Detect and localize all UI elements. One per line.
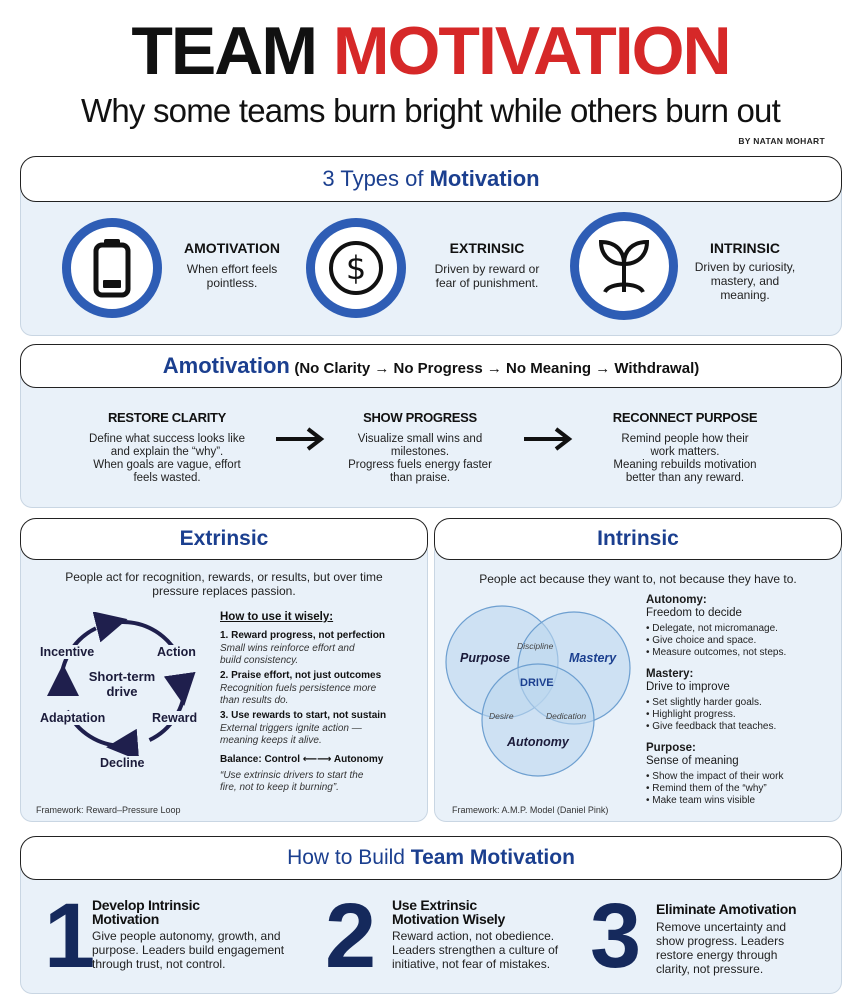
build-step-1: Develop Intrinsic Motivation Give people autonomy, growth, and purpose. Leaders build engagement through trust, not control.: [92, 897, 285, 971]
venn-desire: Desire: [489, 711, 514, 721]
arrow-right-icon: [522, 426, 574, 457]
extrinsic-framework: Framework: Reward–Pressure Loop: [36, 805, 181, 815]
cycle-incentive: Incentive: [40, 645, 95, 659]
step-restore-clarity: RESTORE CLARITY Define what success looks like and explain the “why”. When goals are vague, effort feels wasted.: [89, 410, 245, 484]
extrinsic-intro: People act for recognition, rewards, or results, but over time pressure replaces passion.: [65, 570, 383, 598]
dollar-icon: [306, 218, 406, 318]
build-step-3: Eliminate Amotivation Remove uncertainty and show progress. Leaders restore energy through clarity, not pressure.: [656, 901, 797, 976]
venn-discipline: Discipline: [517, 641, 554, 651]
extrinsic-howto: How to use it wisely: 1. Reward progress, not perfection Small wins reinforce effort and build consistency. 2. Praise effort, not just outcomes Recognition fuels persistence more than results do. 3. Use rewards to start, not sustain External triggers ignite action — meaning keeps it alive. Balance: Control ⟵⟶ Autonomy “Use extrinsic drivers to start the fire, not to keep it burning”.: [220, 611, 387, 793]
page-title: TEAM MOTIVATION: [131, 13, 730, 89]
cycle-decline: Decline: [100, 756, 145, 770]
types-heading-pill: [20, 156, 842, 202]
type-intrinsic: INTRINSIC Driven by curiosity, mastery, and meaning.: [694, 240, 796, 302]
venn-autonomy: Autonomy: [507, 735, 569, 749]
venn-mastery: Mastery: [569, 651, 617, 665]
cycle-center: Short-term drive: [88, 669, 156, 699]
step-reconnect-purpose: RECONNECT PURPOSE Remind people how their work matters. Meaning rebuilds motivation better than any reward.: [612, 410, 758, 484]
cycle-action: Action: [157, 645, 196, 659]
page-subtitle: Why some teams burn bright while others burn out: [81, 92, 780, 129]
amp-dimensions: Autonomy: Freedom to decide • Delegate, not micromanage. • Give choice and space. • Measure outcomes, not steps. Mastery: Drive to improve • Set slightly harder goals. • Highlight progress. • Give feedback that teaches. Purpose: Sense of meaning • Show the impact of their work • Remind them of the “why” • Make team wins visible: [646, 594, 787, 806]
amotivation-heading-bold: Amotivation: [162, 353, 290, 378]
author-byline: BY NATAN MOHART: [738, 136, 825, 146]
build-step-2: Use Extrinsic Motivation Wisely Reward action, not obedience. Leaders strengthen a culture of initiative, not fear of mistakes.: [392, 897, 559, 971]
build-heading-bold: Team Motivation: [410, 846, 575, 869]
type-amotivation: AMOTIVATION When effort feels pointless.: [184, 240, 280, 290]
amp-venn-diagram: [440, 600, 640, 790]
venn-purpose: Purpose: [460, 651, 511, 665]
sprout-icon: [570, 212, 678, 320]
step-number-1: 1: [44, 885, 96, 987]
extrinsic-heading-pill: [20, 518, 428, 560]
types-heading-plain: 3 Types of: [322, 166, 430, 191]
build-heading-pill: [20, 836, 842, 880]
type-extrinsic: EXTRINSIC Driven by reward or fear of punishment.: [434, 240, 540, 290]
intrinsic-framework: Framework: A.M.P. Model (Daniel Pink): [452, 805, 609, 815]
amotivation-heading-rest: (No Clarity → No Progress → No Meaning → Withdrawal): [294, 360, 700, 377]
step-show-progress: SHOW PROGRESS Visualize small wins and milestones. Progress fuels energy faster than praise.: [348, 410, 492, 484]
svg-text:$: $: [345, 249, 367, 287]
step-number-2: 2: [325, 885, 377, 987]
battery-low-icon: [62, 218, 162, 318]
arrow-right-icon: [274, 426, 326, 457]
build-heading-plain: How to Build: [287, 846, 411, 869]
extrinsic-heading: Extrinsic: [179, 527, 269, 550]
amotivation-heading-pill: [20, 344, 842, 388]
cycle-reward: Reward: [152, 711, 198, 725]
cycle-adaptation: Adaptation: [40, 711, 106, 725]
intrinsic-intro: People act because they want to, not because they have to.: [479, 572, 797, 586]
step-number-3: 3: [590, 885, 642, 987]
venn-dedication: Dedication: [546, 711, 587, 721]
intrinsic-heading-pill: [434, 518, 842, 560]
venn-drive: DRIVE: [520, 677, 554, 689]
types-heading-bold: Motivation: [429, 166, 540, 191]
intrinsic-heading: Intrinsic: [597, 527, 679, 550]
